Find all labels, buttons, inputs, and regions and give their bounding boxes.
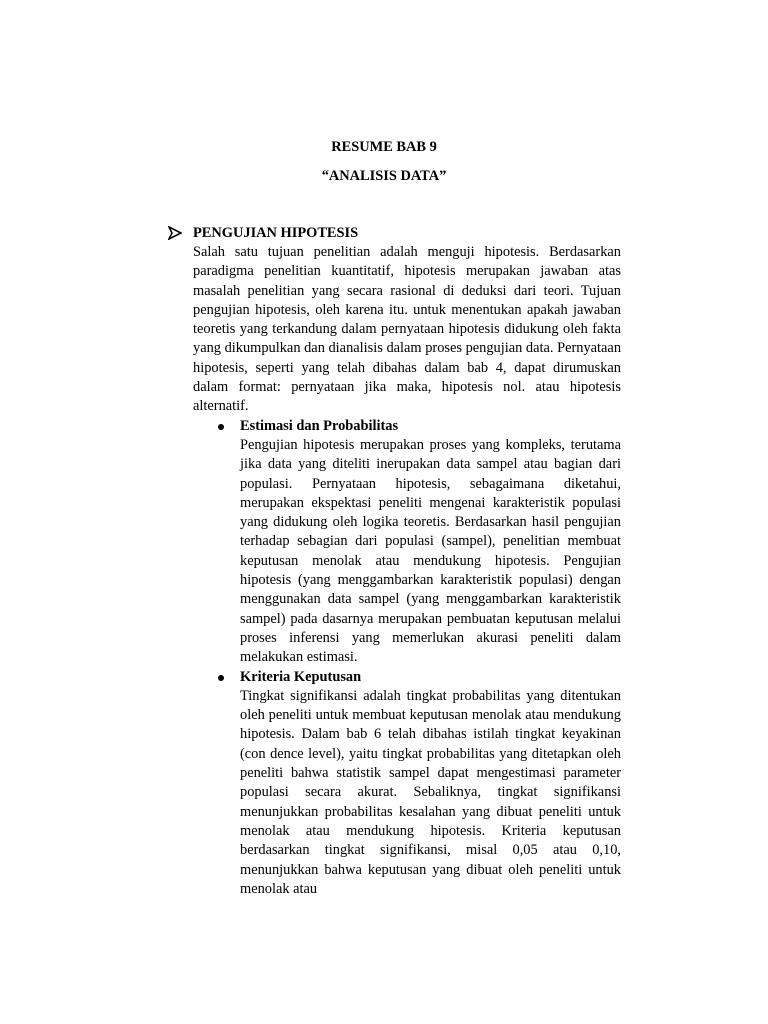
arrowhead-bullet-icon: [168, 226, 182, 240]
section-heading: [168, 223, 621, 243]
document-subtitle: “ANALISIS DATA”: [321, 168, 447, 184]
section-heading-text: PENGUJIAN HIPOTESIS: [193, 225, 359, 241]
section-pengujian-hipotesis: [168, 223, 621, 899]
subsection-paragraph: Tingkat signifikansi adalah tingkat probabilitas yang ditentukan oleh peneliti untuk membuat keputusan menolak atau mendukung hipotesis. Dalam bab 6 telah dibahas istilah tingkat keyakinan (con dence level), yaitu tingkat probabilitas yang ditetapkan oleh peneliti bahwa statistik sampel dapat mengestimasi parameter populasi secara akurat. Sebaliknya, tingkat signifikansi menunjukkan probabilitas kesalahan yang dibuat peneliti untuk menolak atau mendukung hipotesis. Kriteria keputusan berdasarkan tingkat signifikansi, misal 0,05 atau 0,10, menunjukkan bahwa keputusan yang dibuat oleh peneliti untuk menolak atau: [240, 687, 621, 897]
subsection-paragraph: Pengujian hipotesis merupakan proses yang kompleks, terutama jika data yang diteliti inerupakan data sampel atau bagian dari populasi. Pernyataan hipotesis, sebagaimana diketahui, merupakan ekspektasi peneliti mengenai karakteristik populasi yang didukung oleh logika teoretis. Berdasarkan hasil pengujian terhadap sebagian dari populasi (sampel), penelitian membuat keputusan menolak atau mendukung hipotesis. Pengujian hipotesis (yang menggambarkan karakteristik populasi) dengan menggunakan data sampel (yang menggambarkan karakteristik sampel) pada dasarnya merupakan pembuatan keputusan melalui proses inferensi yang memerlukan akurasi peneliti dalam melakukan estimasi.: [240, 436, 621, 666]
subsection-heading: Kriteria Keputusan: [240, 668, 362, 685]
subsection-estimasi: [240, 417, 621, 668]
bullet-icon: [218, 424, 224, 430]
bullet-icon: [218, 675, 224, 681]
document-title: RESUME BAB 9: [331, 139, 437, 155]
section-paragraph: Salah satu tujuan penelitian adalah menguji hipotesis. Berdasarkan paradigma penelitian kuantitatif, hipotesis merupakan jawaban atas masalah penelitian yang secara rasional di deduksi dari teori. Tujuan pengujian hipotesis, oleh karena itu. untuk menentukan apakah jawaban teoretis yang terkandung dalam pernyataan hipotesis didukung oleh fakta yang dikumpulkan dan dianalisis dalam proses pengujian data. Pernyataan hipotesis, seperti yang telah dibahas dalam bab 4, dapat dirumuskan dalam format: pernyataan jika maka, hipotesis nol. atau hipotesis alternatif.: [193, 244, 622, 415]
subsection-kriteria: [240, 668, 621, 900]
subsection-heading: Estimasi dan Probabilitas: [240, 417, 399, 434]
